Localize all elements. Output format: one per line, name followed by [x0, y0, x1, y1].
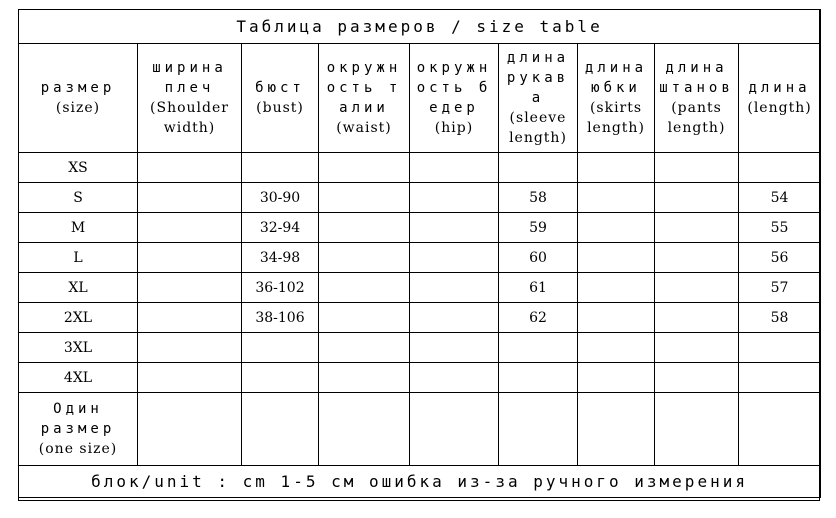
table-cell: 58	[499, 183, 578, 213]
table-cell	[319, 243, 410, 273]
table-cell: 62	[499, 303, 578, 333]
size-label: 4XL	[19, 363, 138, 393]
table-row	[19, 153, 821, 183]
table-cell	[138, 303, 242, 333]
table-cell	[655, 243, 739, 273]
table-cell	[242, 333, 319, 363]
column-header-ru: ширина плеч	[152, 60, 227, 96]
table-cell	[319, 333, 410, 363]
table-cell	[242, 153, 319, 183]
table-cell	[578, 153, 655, 183]
table-cell	[138, 213, 242, 243]
table-cell	[578, 303, 655, 333]
column-header-ru: бюст	[255, 80, 305, 96]
table-cell: 34-98	[242, 243, 319, 273]
table-cell	[499, 153, 578, 183]
table-cell	[410, 303, 499, 333]
table-cell: 32-94	[242, 213, 319, 243]
table-cell	[410, 333, 499, 363]
column-header	[410, 44, 499, 153]
table-cell	[319, 153, 410, 183]
size-label: 2XL	[19, 303, 138, 333]
one-size-en: (one size)	[38, 441, 118, 457]
table-cell	[319, 393, 410, 466]
table-cell	[242, 363, 319, 393]
table-cell	[138, 243, 242, 273]
table-cell: 38-106	[242, 303, 319, 333]
table-row	[19, 363, 821, 393]
size-label: XS	[19, 153, 138, 183]
table-cell	[410, 243, 499, 273]
column-header-ru: длина юбки	[584, 60, 648, 96]
table-cell	[410, 393, 499, 466]
column-header-en: (hip)	[434, 120, 474, 136]
size-label: M	[19, 213, 138, 243]
size-label: S	[19, 183, 138, 213]
table-cell	[578, 363, 655, 393]
size-label: L	[19, 243, 138, 273]
table-cell	[578, 213, 655, 243]
table-cell	[739, 333, 821, 363]
column-header-ru: длина рукава	[506, 50, 570, 106]
table-cell	[410, 363, 499, 393]
column-header-ru: длина	[748, 80, 811, 96]
table-cell	[739, 153, 821, 183]
table-cell	[499, 333, 578, 363]
table-cell: 58	[739, 303, 821, 333]
column-header-ru: длина штанов	[659, 60, 734, 96]
one-size-ru: Один размер	[40, 401, 116, 437]
table-row	[19, 273, 821, 303]
column-header	[739, 44, 821, 153]
column-header-en: (sleeve length)	[509, 110, 567, 146]
column-header	[499, 44, 578, 153]
table-cell	[655, 303, 739, 333]
table-row	[19, 243, 821, 273]
table-cell	[578, 393, 655, 466]
table-row	[19, 213, 821, 243]
table-cell: 55	[739, 213, 821, 243]
table-cell	[578, 273, 655, 303]
column-header-ru: окружность бедер	[416, 60, 492, 116]
column-header-en: (skirts length)	[587, 100, 645, 136]
column-header	[19, 44, 138, 153]
table-cell	[410, 153, 499, 183]
column-header	[578, 44, 655, 153]
table-cell: 57	[739, 273, 821, 303]
column-header-en: (waist)	[336, 120, 392, 136]
size-table	[18, 9, 821, 498]
table-cell	[138, 393, 242, 466]
table-cell: 60	[499, 243, 578, 273]
column-header-en: (pants length)	[667, 100, 726, 136]
table-cell	[319, 363, 410, 393]
table-row	[19, 333, 821, 363]
size-label: 3XL	[19, 333, 138, 363]
table-row	[19, 303, 821, 333]
table-cell	[578, 183, 655, 213]
table-cell	[655, 213, 739, 243]
table-cell	[655, 333, 739, 363]
column-header-en: (bust)	[256, 100, 304, 116]
size-label: XL	[19, 273, 138, 303]
table-row	[19, 183, 821, 213]
table-cell	[138, 153, 242, 183]
table-cell: 30-90	[242, 183, 319, 213]
table-cell: 36-102	[242, 273, 319, 303]
table-cell	[410, 273, 499, 303]
column-header-ru: размер	[40, 80, 116, 96]
table-cell	[138, 183, 242, 213]
table-cell: 54	[739, 183, 821, 213]
table-title: Таблица размеров / size table	[19, 10, 821, 44]
one-size-label	[19, 393, 138, 466]
table-cell	[499, 393, 578, 466]
table-cell: 56	[739, 243, 821, 273]
column-header-en: (Shoulder width)	[150, 100, 229, 136]
table-cell	[410, 213, 499, 243]
column-header-en: (length)	[747, 100, 812, 116]
column-header	[242, 44, 319, 153]
column-header-ru: окружность талии	[326, 60, 402, 116]
table-cell: 59	[499, 213, 578, 243]
table-cell	[242, 393, 319, 466]
table-cell	[138, 333, 242, 363]
table-cell: 61	[499, 273, 578, 303]
table-cell	[655, 153, 739, 183]
table-cell	[319, 213, 410, 243]
table-cell	[319, 273, 410, 303]
table-cell	[578, 333, 655, 363]
table-cell	[319, 303, 410, 333]
table-cell	[138, 273, 242, 303]
column-header	[319, 44, 410, 153]
table-cell	[739, 363, 821, 393]
table-cell	[739, 393, 821, 466]
table-cell	[655, 363, 739, 393]
table-cell	[578, 243, 655, 273]
table-cell	[410, 183, 499, 213]
table-cell	[655, 183, 739, 213]
table-cell	[655, 393, 739, 466]
column-header	[655, 44, 739, 153]
table-cell	[499, 363, 578, 393]
table-cell	[138, 363, 242, 393]
column-header-en: (size)	[55, 100, 101, 116]
table-cell	[655, 273, 739, 303]
table-cell	[319, 183, 410, 213]
table-footer: блок/unit : cm 1-5 см ошибка из-за ручного измерения	[19, 466, 821, 498]
column-header	[138, 44, 242, 153]
